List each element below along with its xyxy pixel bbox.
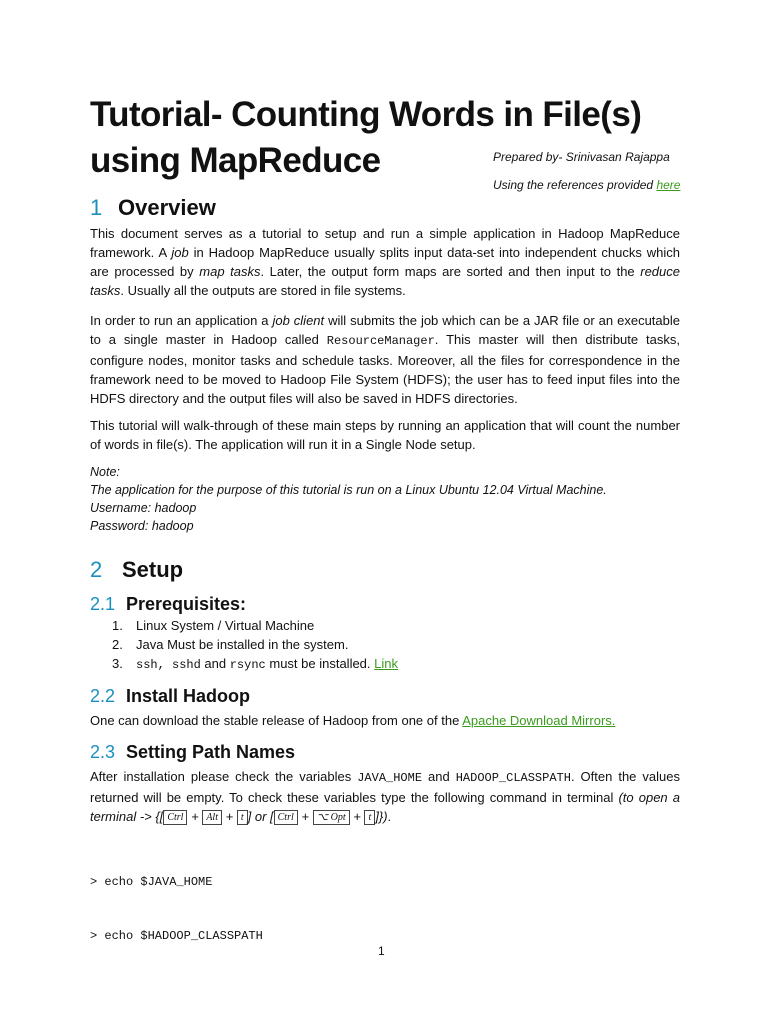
install-hadoop-text (90, 711, 680, 730)
code-block (90, 837, 263, 981)
text-run: . (387, 809, 392, 824)
section-heading-setup (90, 557, 183, 583)
alt-key-icon: Alt (202, 810, 222, 825)
subsection-title: Install Hadoop (126, 686, 251, 706)
setting-path-text (90, 767, 680, 826)
section-number: 1 (90, 195, 103, 220)
section-number: 2 (90, 557, 103, 582)
text-run: . This master will then distribute tasks, configure nodes, monitor tasks and schedule tasks. Moreover, all the files for correspondence in the framework need to be moved to Hadoop File System (HDFS); the user has to feed input files into the HDFS directory and the output files will also be saved in HDFS directories. (90, 332, 680, 406)
ssh-link[interactable]: Link (374, 656, 398, 671)
author-credit: Prepared by- Srinivasan Rajappa (493, 150, 670, 164)
text-run: reduce tasks (90, 264, 680, 298)
list-number: 2. (112, 637, 123, 652)
code-line: > echo $HADOOP_CLASSPATH (90, 929, 263, 943)
references-text: Using the references provided (493, 178, 657, 192)
text-run: . Later, the output form maps are sorted and then input to the (260, 264, 641, 279)
list-text: Java Must be installed in the system. (136, 637, 349, 652)
overview-paragraph-1 (90, 224, 680, 300)
text-run: ] or [ (247, 809, 274, 824)
text-run: ResourceManager (326, 334, 435, 348)
text-run: map tasks (199, 264, 261, 279)
text-run: . Often the values returned will be empty. To check these variables type the following command in terminal (90, 769, 680, 805)
subsection-heading-install-hadoop (90, 686, 250, 707)
subsection-number: 2.3 (90, 742, 116, 762)
option-key-icon: ⌥ Opt (313, 810, 350, 825)
subsection-heading-setting-path (90, 742, 295, 763)
text-run: After installation please check the variables (90, 769, 358, 784)
t-key-icon: t (364, 810, 375, 825)
section-title: Setup (122, 557, 184, 582)
text-run: . Usually all the outputs are stored in file systems. (120, 283, 406, 298)
list-item (112, 654, 398, 675)
list-item (112, 616, 398, 635)
text-run: job client (272, 313, 325, 328)
title-line-1: Tutorial- Counting Words in File(s) (90, 95, 642, 134)
references-line (493, 178, 680, 192)
list-code: rsync (229, 658, 266, 672)
text-run: + (225, 809, 234, 824)
overview-paragraph-2 (90, 311, 680, 408)
list-code: ssh, sshd (136, 658, 201, 672)
references-link[interactable]: here (656, 178, 681, 192)
note-line: Password: hadoop (90, 519, 194, 533)
document-title (90, 92, 641, 184)
page-number: 1 (378, 944, 385, 958)
subsection-title: Setting Path Names (126, 742, 296, 762)
code-line: > echo $JAVA_HOME (90, 875, 213, 889)
text-run: + (191, 809, 199, 824)
text-run: (to open a terminal -> {[ (90, 790, 680, 824)
section-title: Overview (118, 195, 216, 220)
text-run: ]}) (375, 809, 388, 824)
t-key-icon: t (237, 810, 248, 825)
ctrl-key-icon: Ctrl (274, 810, 298, 825)
env-var: JAVA_HOME (357, 771, 423, 785)
text-run: and (422, 769, 456, 784)
subsection-heading-prerequisites (90, 594, 246, 615)
text-run: + (301, 809, 309, 824)
note-line: The application for the purpose of this tutorial is run on a Linux Ubuntu 12.04 Virtual Machine. (90, 483, 607, 497)
text-run: will submits the job which can be a JAR file or an executable to a single master in Hadoop called (90, 313, 680, 347)
list-number: 1. (112, 618, 123, 633)
list-text: and (200, 656, 230, 671)
prerequisites-list (112, 616, 398, 675)
section-heading-overview (90, 195, 216, 221)
text-run: job (171, 245, 189, 260)
apache-mirrors-link[interactable]: Apache Download Mirrors. (462, 713, 616, 728)
title-line-2: using MapReduce (90, 141, 381, 180)
list-text: must be installed. (265, 656, 375, 671)
text-run: + (353, 809, 361, 824)
text-run: in Hadoop MapReduce usually splits input data-set into independent chucks which are processed by (90, 245, 680, 279)
subsection-title: Prerequisites: (126, 594, 247, 614)
overview-paragraph-3: This tutorial will walk-through of these main steps by running an application that will count the number of words in file(s). The application will run it in a Single Node setup. (90, 418, 680, 452)
text-run: In order to run an application a (90, 313, 273, 328)
subsection-number: 2.2 (90, 686, 116, 706)
note-line: Username: hadoop (90, 501, 197, 515)
text-run: One can download the stable release of Hadoop from one of the (90, 713, 463, 728)
note-block (90, 463, 607, 535)
ctrl-key-icon: Ctrl (163, 810, 187, 825)
note-label: Note: (90, 465, 120, 479)
text-run: This document serves as a tutorial to setup and run a simple application in Hadoop MapReduce framework. A (90, 226, 680, 260)
env-var: HADOOP_CLASSPATH (455, 771, 571, 785)
list-number: 3. (112, 656, 123, 671)
list-text: Linux System / Virtual Machine (136, 618, 315, 633)
list-item (112, 635, 398, 654)
subsection-number: 2.1 (90, 594, 116, 614)
